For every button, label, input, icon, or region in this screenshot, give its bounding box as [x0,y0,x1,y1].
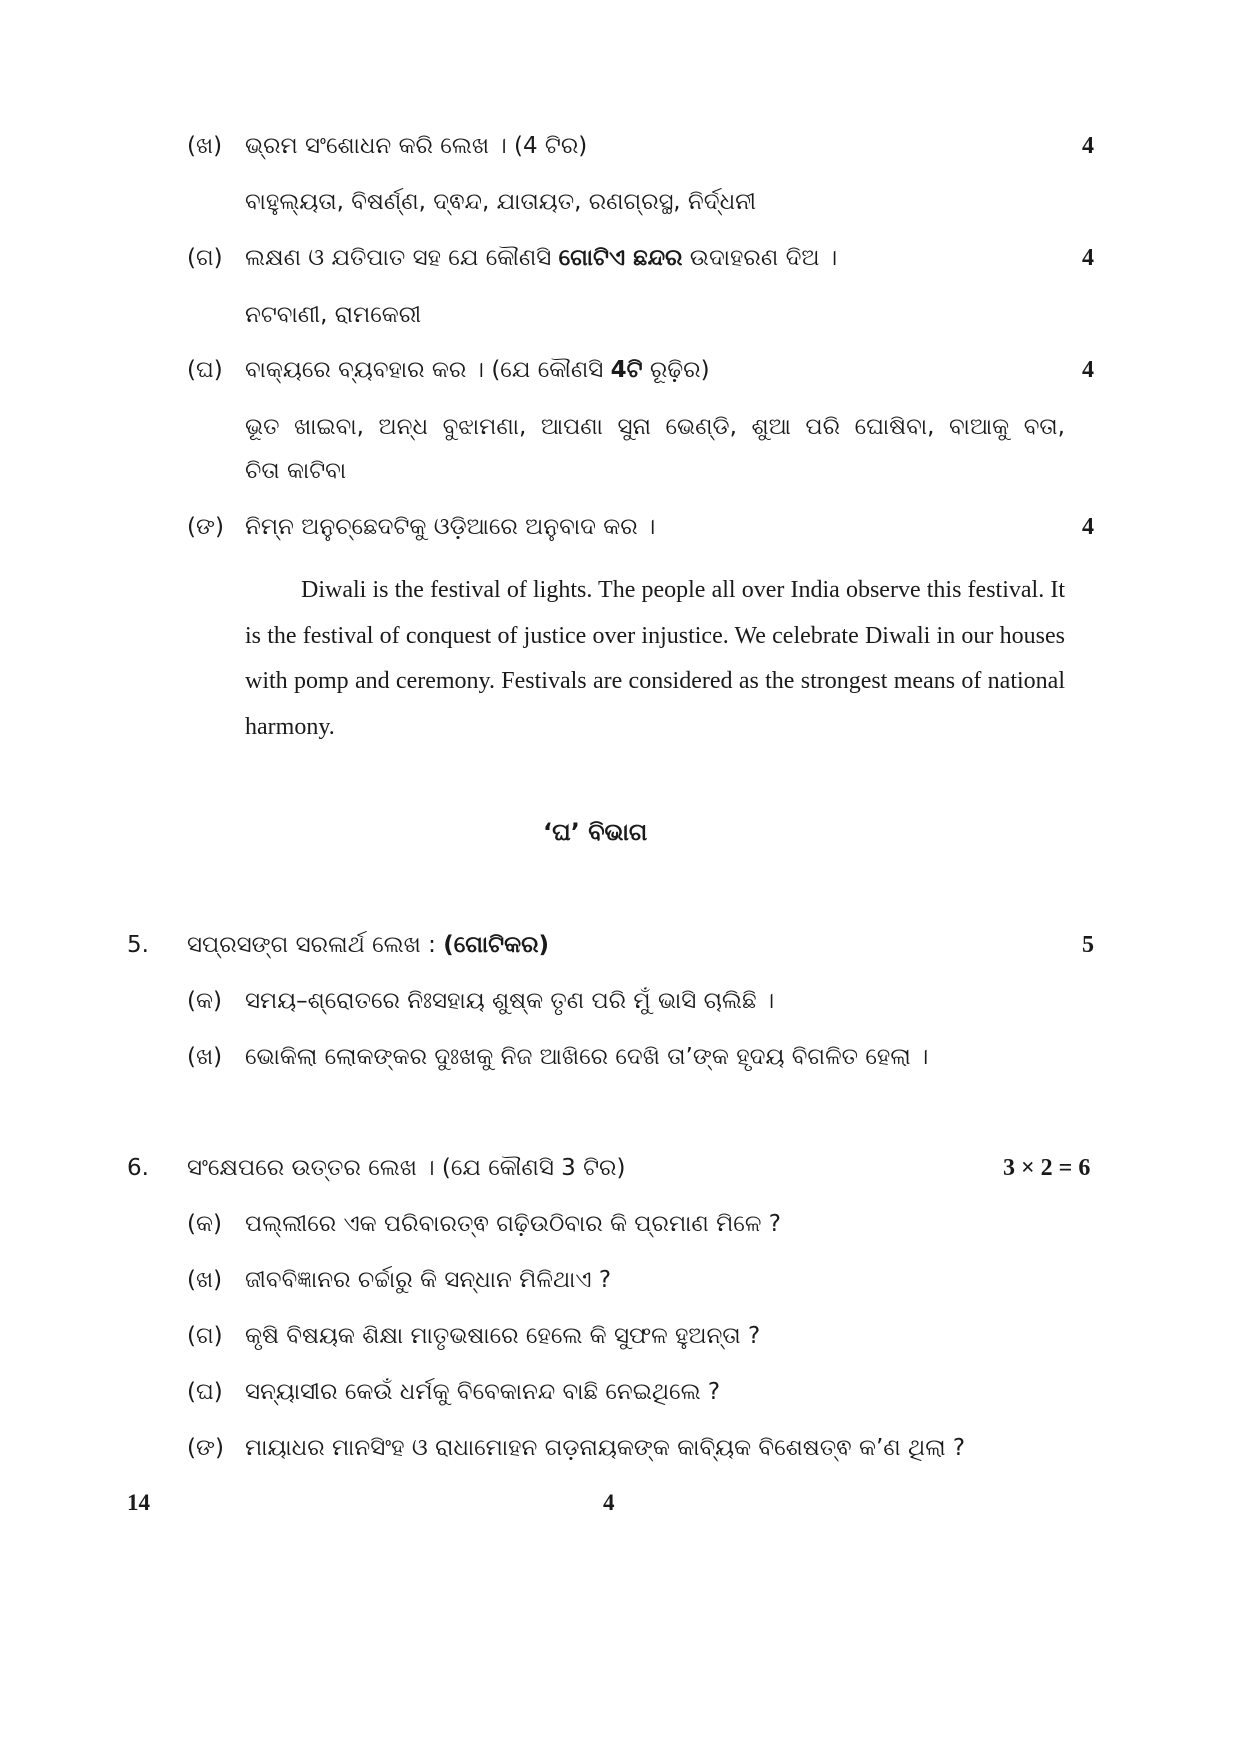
q6-marks: 3 × 2 = 6 [1003,1155,1091,1181]
q5-number: 5. [127,932,149,958]
q4-nga-marks: 4 [1082,514,1094,540]
q4-ga-marks: 4 [1082,245,1094,271]
q4-nga-label: (ଙ) [187,514,224,540]
q5-instruction [187,932,549,958]
q6-item-label: (ଗ) [187,1323,223,1349]
q6-instruction: ସଂକ୍ଷେପରେ ଉତ୍ତର ଲେଖ । (ଯେ କୌଣସି 3 ଟିର) [187,1155,626,1181]
q6-item-text: କୃଷି ବିଷୟକ ଶିକ୍ଷା ମାତୃଭଷାରେ ହେଲେ କି ସୁଫଳ ହୁଅନ୍ତା ? [245,1323,761,1349]
q5-item-label: (ଖ) [187,1044,223,1070]
q5-item-label: (କ) [187,988,222,1014]
q6-item-text: ଜୀବବିଜ୍ଞାନର ଚର୍ଚ୍ଚାରୁ କି ସନ୍ଧାନ ମିଳିଥାଏ ? [245,1267,612,1293]
q4-ga-text-a: ଲକ୍ଷଣ ଓ ଯତିପାତ ସହ ଯେ କୌଣସି [245,245,559,271]
q5-marks: 5 [1082,932,1094,958]
q4-gha-marks: 4 [1082,357,1094,383]
q6-item-label: (ଙ) [187,1435,224,1461]
q5-text-bold: (ଗୋଟିକର) [443,932,550,958]
q5-text-a: ସପ୍ରସଙ୍ଗ ସରଳାର୍ଥ ଲେଖ : [187,932,444,958]
q4-ga-instruction [245,245,837,271]
q4-kha-instruction: ଭ୍ରମ ସଂଶୋଧନ କରି ଲେଖ । (4 ଟିର) [245,133,588,159]
q5-item-text: ଭୋକିଲା ଲୋକଙ୍କର ଦୁଃଖକୁ ନିଜ ଆଖିରେ ଦେଖି ତା’ଙ୍କ ହୃଦୟ ବିଗଳିତ ହେଲା । [245,1044,929,1070]
q6-item-label: (କ) [187,1211,222,1237]
q4-ga-text-bold: ଗୋଟିଏ ଛନ୍ଦର [558,245,683,271]
q4-gha-text-a: ବାକ୍ୟରେ ବ୍ୟବହାର କର । (ଯେ କୌଣସି [245,357,611,383]
q6-number: 6. [127,1155,149,1181]
q4-ga-words: ନଟବାଣୀ, ରାମକେରୀ [245,302,422,328]
q6-item-text: ମାୟାଧର ମାନସିଂହ ଓ ରାଧାମୋହନ ଗଡ଼ନାୟକଙ୍କ କାବ୍ୟିକ ବିଶେଷତ୍ଵ କ’ଣ ଥିଲା ? [245,1435,966,1461]
q4-nga-instruction: ନିମ୍ନ ଅନୁଚ୍ଛେଦଟିକୁ ଓଡ଼ିଆରେ ଅନୁବାଦ କର । [245,514,656,540]
q4-ga-text-b: ଉଦାହରଣ ଦିଅ । [682,245,838,271]
page-number: 4 [603,1490,615,1515]
q6-item-label: (ଖ) [187,1267,223,1293]
q5-item-text: ସମୟ–ଶ୍ରୋତରେ ନିଃସହାୟ ଶୁଷ୍କ ତୃଣ ପରି ମୁଁ ଭାସି ଚାଲିଛି । [245,988,775,1014]
q6-item-label: (ଘ) [187,1379,223,1405]
q4-kha-words: ବାହୁଲ୍ୟତା, ବିଷର୍ଣ୍ଣ, ଦ୍ଵନ୍ଦ, ଯାତାୟତ, ରଣଗ୍ରସ୍ଥ, ନିର୍ଦ୍ଧନୀ [245,189,757,215]
q4-gha-text-bold: 4ଟି [610,357,643,383]
q4-gha-instruction [245,357,710,383]
q4-kha-label: (ଖ) [187,133,223,159]
q6-item-text: ସନ୍ୟାସୀର କେଉଁ ଧର୍ମକୁ ବିବେକାନନ୍ଦ ବାଛି ନେଇଥିଲେ ? [245,1379,721,1405]
q6-item-text: ପଲ୍ଲୀରେ ଏକ ପରିବାରତ୍ଵ ଗଢ଼ିଉଠିବାର କି ପ୍ରମାଣ ମିଳେ ? [245,1211,781,1237]
q4-gha-words-line1: ଭୂତ ଖାଇବା, ଅନ୍ଧ ବୁଝାମଣା, ଆପଣା ସୁନା ଭେଣ୍ଡି, ଶୁଆ ପରି ଘୋଷିବା, ବାଆକୁ ବତା, [245,414,1065,440]
section-heading: ‘ଘ’ ବିଭାଗ [543,818,648,846]
q4-ga-label: (ଗ) [187,245,223,271]
q4-kha-marks: 4 [1082,133,1094,159]
q4-gha-label: (ଘ) [187,357,223,383]
q4-gha-text-b: ରୂଢ଼ିର) [642,357,710,383]
translation-passage: Diwali is the festival of lights. The people all over India observe this festival. It is the festival of conquest of justice over injustice. We celebrate Diwali in our houses with pomp and ceremony. Festivals are considered as the strongest means of national harmony. [245,577,1065,740]
footer-code: 14 [127,1490,150,1515]
q4-gha-words-line2: ଚିତା କାଟିବା [245,458,347,484]
